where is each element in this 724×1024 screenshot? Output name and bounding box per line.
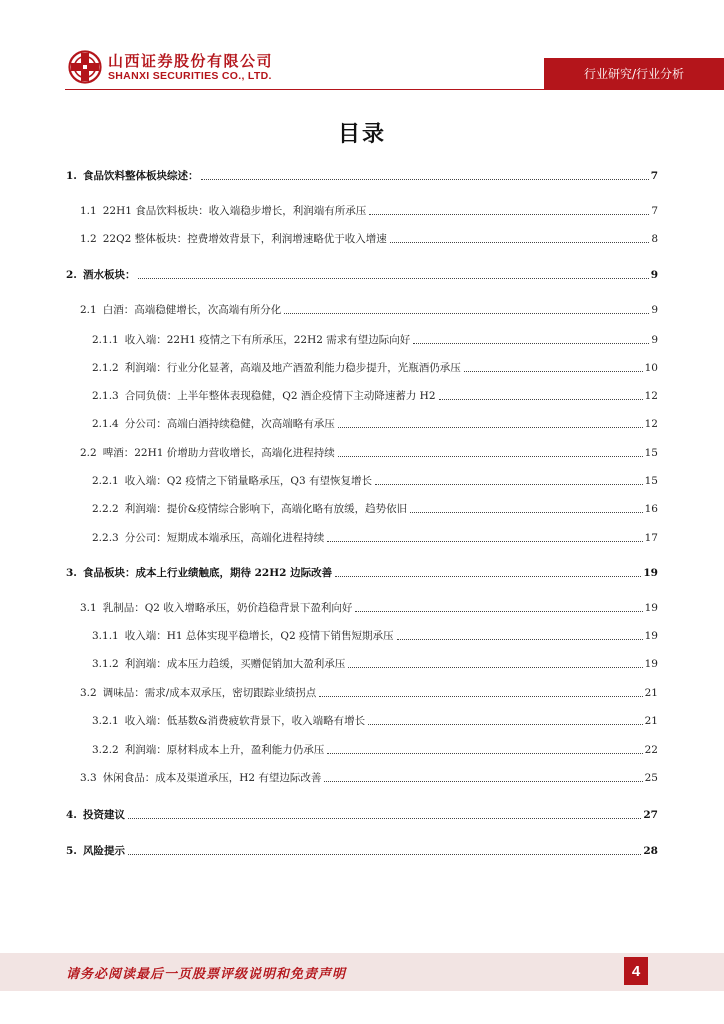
toc-entry-title: 利润端：提价&疫情综合影响下，高端化略有放缓，趋势依旧 xyxy=(124,503,408,515)
toc-entry-title: 利润端：行业分化显著，高端及地产酒盈利能力稳步提升，光瓶酒仍承压 xyxy=(124,362,461,374)
toc-entry-page: 17 xyxy=(644,532,658,544)
toc-entry-page: 12 xyxy=(644,418,658,430)
toc-entry-number: 2.1.4 xyxy=(92,418,119,430)
toc-leader-dots xyxy=(201,178,648,180)
toc-entry-number: 2.2.3 xyxy=(92,532,119,544)
toc-entry[interactable] xyxy=(66,268,658,282)
toc-entry[interactable] xyxy=(80,686,658,700)
toc-entry[interactable] xyxy=(66,808,658,822)
page-number: 4 xyxy=(624,957,648,985)
toc-leader-dots xyxy=(338,455,643,457)
toc-entry-number: 2.1.3 xyxy=(92,390,119,402)
toc-leader-dots xyxy=(397,638,643,640)
toc-entry[interactable] xyxy=(92,743,658,757)
toc-entry[interactable] xyxy=(80,232,658,246)
toc-entry-title: 分公司：高端白酒持续稳健，次高端略有承压 xyxy=(124,418,335,430)
toc-entry-title: 酒水板块： xyxy=(82,269,136,281)
toc-entry-title: 投资建议 xyxy=(82,809,125,821)
toc-entry-number: 3.1 xyxy=(80,602,97,614)
toc-entry-title: 食品板块：成本上行业绩触底，期待 22H2 边际改善 xyxy=(82,567,333,579)
toc-entry-title: 调味品：需求/成本双承压，密切跟踪业绩拐点 xyxy=(102,687,317,699)
toc-entry[interactable] xyxy=(92,502,658,516)
toc-entry-number: 2.2.1 xyxy=(92,475,119,487)
toc-entry-title: 风险提示 xyxy=(82,845,125,857)
toc-entry-number: 3.1.2 xyxy=(92,658,119,670)
company-name-cn: 山西证券股份有限公司 xyxy=(108,52,274,70)
toc-entry-title: 收入端：低基数&消费疲软背景下，收入端略有增长 xyxy=(124,715,366,727)
toc-entry-page: 28 xyxy=(643,845,658,857)
toc-entry-title: 22H1 食品饮料板块：收入端稳步增长，利润端有所承压 xyxy=(102,205,367,217)
toc-entry-page: 15 xyxy=(644,475,658,487)
toc-leader-dots xyxy=(319,695,642,697)
toc-entry-page: 19 xyxy=(644,602,658,614)
toc-entry[interactable] xyxy=(66,169,658,183)
toc-entry-title: 食品饮料整体板块综述： xyxy=(82,170,199,182)
toc-entry-page: 9 xyxy=(651,334,658,346)
toc-entry[interactable] xyxy=(92,531,658,545)
toc-entry[interactable] xyxy=(92,657,658,671)
toc-entry-number: 2.1.2 xyxy=(92,362,119,374)
section-banner: 行业研究/行业分析 xyxy=(544,58,724,89)
toc-entry-number: 2.1 xyxy=(80,304,97,316)
toc-entry-title: 收入端：H1 总体实现平稳增长，Q2 疫情下销售短期承压 xyxy=(124,630,394,642)
toc-leader-dots xyxy=(284,312,649,314)
toc-entry[interactable] xyxy=(92,629,658,643)
toc-entry[interactable] xyxy=(92,714,658,728)
toc-entry[interactable] xyxy=(66,844,658,858)
toc-entry-number: 5. xyxy=(66,845,77,857)
toc-leader-dots xyxy=(375,483,643,485)
toc-leader-dots xyxy=(369,213,649,215)
toc-entry-page: 25 xyxy=(644,772,658,784)
toc-entry[interactable] xyxy=(66,566,658,580)
toc-entry-page: 9 xyxy=(650,269,658,281)
company-name-en: SHANXI SECURITIES CO., LTD. xyxy=(108,70,272,82)
toc-entry-page: 19 xyxy=(644,658,658,670)
toc-leader-dots xyxy=(390,241,650,243)
toc-entry-page: 21 xyxy=(644,715,658,727)
toc-leader-dots xyxy=(128,853,641,855)
toc-entry-number: 3.1.1 xyxy=(92,630,119,642)
toc-leader-dots xyxy=(128,817,641,819)
toc-entry[interactable] xyxy=(92,389,658,403)
toc-entry-number: 2.1.1 xyxy=(92,334,119,346)
toc-entry-page: 27 xyxy=(643,809,658,821)
toc-entry-title: 22Q2 整体板块：控费增效背景下，利润增速略优于收入增速 xyxy=(102,233,387,245)
toc-entry-number: 3.2.2 xyxy=(92,744,119,756)
toc-entry-number: 3.2.1 xyxy=(92,715,119,727)
toc-entry[interactable] xyxy=(92,333,658,347)
toc-leader-dots xyxy=(324,780,642,782)
toc-entry-number: 1. xyxy=(66,170,77,182)
toc-leader-dots xyxy=(439,398,643,400)
toc-entry-number: 1.1 xyxy=(80,205,97,217)
toc-entry-page: 7 xyxy=(650,170,658,182)
toc-entry-page: 10 xyxy=(644,362,658,374)
toc-leader-dots xyxy=(138,277,648,279)
toc-entry[interactable] xyxy=(92,361,658,375)
toc-entry-page: 16 xyxy=(644,503,658,515)
toc-entry-number: 3.2 xyxy=(80,687,97,699)
toc-entry-number: 3.3 xyxy=(80,772,97,784)
toc-entry-title: 利润端：成本压力趋缓，买赠促销加大盈利承压 xyxy=(124,658,346,670)
toc-leader-dots xyxy=(348,666,642,668)
toc-entry-title: 收入端：22H1 疫情之下有所承压，22H2 需求有望边际向好 xyxy=(124,334,411,346)
toc-entry[interactable] xyxy=(80,771,658,785)
toc-leader-dots xyxy=(464,370,643,372)
toc-entry-page: 22 xyxy=(644,744,658,756)
page-header xyxy=(0,0,724,100)
toc-leader-dots xyxy=(338,426,643,428)
toc-entry-title: 合同负债：上半年整体表现稳健，Q2 酒企疫情下主动降速蓄力 H2 xyxy=(124,390,436,402)
toc-entry[interactable] xyxy=(80,446,658,460)
toc-entry-page: 8 xyxy=(651,233,658,245)
toc-entry-page: 19 xyxy=(644,630,658,642)
toc-leader-dots xyxy=(368,723,643,725)
toc-entry-page: 9 xyxy=(651,304,658,316)
shanxi-securities-logo-icon xyxy=(68,50,102,84)
toc-leader-dots xyxy=(355,610,642,612)
header-divider xyxy=(65,89,724,90)
toc-entry-title: 白酒：高端稳健增长，次高端有所分化 xyxy=(102,304,282,316)
toc-entry-number: 2.2 xyxy=(80,447,97,459)
toc-entry-title: 利润端：原材料成本上升，盈利能力仍承压 xyxy=(124,744,325,756)
toc-entry[interactable] xyxy=(80,204,658,218)
toc-entry[interactable] xyxy=(92,474,658,488)
toc-entry-number: 2.2.2 xyxy=(92,503,119,515)
toc-entry-number: 2. xyxy=(66,269,77,281)
toc-entry[interactable] xyxy=(80,303,658,317)
toc-entry-number: 1.2 xyxy=(80,233,97,245)
toc-entry[interactable] xyxy=(92,417,658,431)
toc-leader-dots xyxy=(335,575,641,577)
toc-leader-dots xyxy=(410,511,643,513)
toc-entry-title: 乳制品：Q2 收入增略承压，奶价趋稳背景下盈利向好 xyxy=(102,602,353,614)
toc-entry-page: 7 xyxy=(651,205,658,217)
toc-entry[interactable] xyxy=(80,601,658,615)
footer-disclaimer: 请务必阅读最后一页股票评级说明和免责声明 xyxy=(66,967,347,982)
toc-entry-title: 收入端：Q2 疫情之下销量略承压，Q3 有望恢复增长 xyxy=(124,475,372,487)
toc-entry-number: 4. xyxy=(66,809,77,821)
toc-leader-dots xyxy=(413,342,649,344)
toc-entry-title: 休闲食品：成本及渠道承压，H2 有望边际改善 xyxy=(102,772,322,784)
toc-entry-page: 19 xyxy=(643,567,658,579)
toc-leader-dots xyxy=(327,540,642,542)
toc-entry-page: 21 xyxy=(644,687,658,699)
toc-entry-number: 3. xyxy=(66,567,77,579)
toc-leader-dots xyxy=(327,752,642,754)
toc-title: 目录 xyxy=(337,122,386,147)
toc-entry-page: 12 xyxy=(644,390,658,402)
toc-entry-page: 15 xyxy=(644,447,658,459)
toc-entry-title: 啤酒：22H1 价增助力营收增长，高端化进程持续 xyxy=(102,447,335,459)
toc-entry-title: 分公司：短期成本端承压，高端化进程持续 xyxy=(124,532,325,544)
